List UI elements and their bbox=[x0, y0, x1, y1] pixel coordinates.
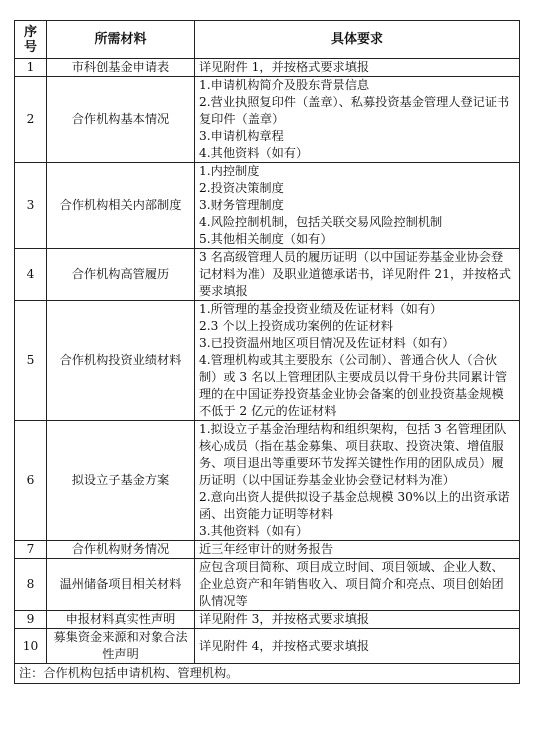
row-requirement bbox=[195, 629, 520, 664]
row-index: 3 bbox=[15, 163, 47, 249]
table-header-row bbox=[15, 21, 520, 59]
requirement-item: 3.申请机构章程 bbox=[199, 129, 284, 143]
table-row bbox=[15, 629, 520, 664]
row-material: 合作机构基本情况 bbox=[47, 77, 195, 163]
requirement-item: 4.其他资料（如有） bbox=[199, 146, 309, 160]
note-row bbox=[15, 664, 520, 684]
table-note: 注：合作机构包括申请机构、管理机构。 bbox=[15, 664, 520, 684]
requirement-item: 2.投资决策制度 bbox=[199, 181, 284, 195]
header-requirement: 具体要求 bbox=[195, 21, 520, 59]
row-index: 7 bbox=[15, 541, 47, 559]
requirement-item: 2.营业执照复印件（盖章）、私募投资基金管理人登记证书复印件（盖章） bbox=[199, 95, 510, 126]
requirement-item: 详见附件 4，并按格式要求填报 bbox=[199, 638, 370, 653]
row-material: 合作机构高管履历 bbox=[47, 249, 195, 301]
requirement-item: 近三年经审计的财务报告 bbox=[199, 542, 334, 556]
row-material: 合作机构相关内部制度 bbox=[47, 163, 195, 249]
requirement-item: 3.已投资温州地区项目情况及佐证材料（如有） bbox=[199, 336, 455, 350]
table-row bbox=[15, 541, 520, 559]
requirement-item: 2.意向出资人提供拟设子基金总规模 30%以上的出资承诺函、出资能力证明等材料 bbox=[199, 490, 510, 521]
table-row bbox=[15, 59, 520, 77]
row-material: 市科创基金申请表 bbox=[47, 59, 195, 77]
row-material: 合作机构财务情况 bbox=[47, 541, 195, 559]
row-requirement bbox=[195, 559, 520, 611]
row-requirement bbox=[195, 611, 520, 629]
row-index: 6 bbox=[15, 421, 47, 541]
requirement-item: 2.3 个以上投资成功案例的佐证材料 bbox=[199, 319, 393, 333]
row-index: 10 bbox=[15, 629, 47, 664]
table-row bbox=[15, 559, 520, 611]
requirement-item: 5.其他相关制度（如有） bbox=[199, 232, 333, 246]
requirement-item: 3.财务管理制度 bbox=[199, 198, 284, 212]
table-row bbox=[15, 301, 520, 421]
row-index: 9 bbox=[15, 611, 47, 629]
materials-table bbox=[14, 20, 520, 684]
requirement-item: 4.风险控制机制，包括关联交易风险控制机制 bbox=[199, 215, 443, 229]
table-row bbox=[15, 421, 520, 541]
row-requirement bbox=[195, 249, 520, 301]
row-index: 4 bbox=[15, 249, 47, 301]
row-material: 温州储备项目相关材料 bbox=[47, 559, 195, 611]
requirement-item: 1.内控制度 bbox=[199, 164, 260, 178]
table-row bbox=[15, 611, 520, 629]
row-material: 合作机构投资业绩材料 bbox=[47, 301, 195, 421]
table-row bbox=[15, 163, 520, 249]
row-material: 拟设立子基金方案 bbox=[47, 421, 195, 541]
table-row bbox=[15, 249, 520, 301]
row-index: 2 bbox=[15, 77, 47, 163]
row-index: 1 bbox=[15, 59, 47, 77]
requirement-item: 详见附件 3，并按格式要求填报 bbox=[199, 612, 370, 626]
requirement-item: 3 名高级管理人员的履历证明（以中国证券基金业协会登记材料为准）及职业道德承诺书，详见附件 21，并按格式要求填报 bbox=[199, 250, 511, 298]
table-row bbox=[15, 77, 520, 163]
row-requirement bbox=[195, 421, 520, 541]
row-index: 5 bbox=[15, 301, 47, 421]
row-requirement bbox=[195, 301, 520, 421]
row-requirement bbox=[195, 59, 520, 77]
row-material: 募集资金来源和对象合法性声明 bbox=[47, 629, 195, 664]
row-material: 申报材料真实性声明 bbox=[47, 611, 195, 629]
header-index: 序号 bbox=[15, 21, 47, 59]
row-requirement bbox=[195, 77, 520, 163]
requirement-item: 3.其他资料（如有） bbox=[199, 524, 309, 538]
row-requirement bbox=[195, 541, 520, 559]
requirement-item: 详见附件 1，并按格式要求填报 bbox=[199, 60, 370, 74]
header-material: 所需材料 bbox=[47, 21, 195, 59]
requirement-item: 1.申请机构简介及股东背景信息 bbox=[199, 78, 370, 92]
requirement-item: 1.拟设立子基金治理结构和组织架构，包括 3 名管理团队核心成员（指在基金募集、项目获取、投资决策、增值服务、项目退出等重要环节发挥关键性作用的团队成员）履历证明（以中国证券基金业协会登记材料为准） bbox=[199, 422, 507, 487]
row-index: 8 bbox=[15, 559, 47, 611]
requirement-item: 4.管理机构或其主要股东（公司制）、普通合伙人（合伙制）或 3 名以上管理团队主要成员以骨干身份共同累计管理的在中国证券投资基金业协会备案的创业投资基金规模不低于 2 亿元的佐证材料 bbox=[199, 353, 508, 418]
table-body bbox=[15, 59, 520, 664]
row-requirement bbox=[195, 163, 520, 249]
requirement-item: 应包含项目简称、项目成立时间、项目领域、企业人数、企业总资产和年销售收入、项目简介和亮点、项目创始团队情况等 bbox=[199, 560, 504, 608]
requirement-item: 1.所管理的基金投资业绩及佐证材料（如有） bbox=[199, 302, 443, 316]
